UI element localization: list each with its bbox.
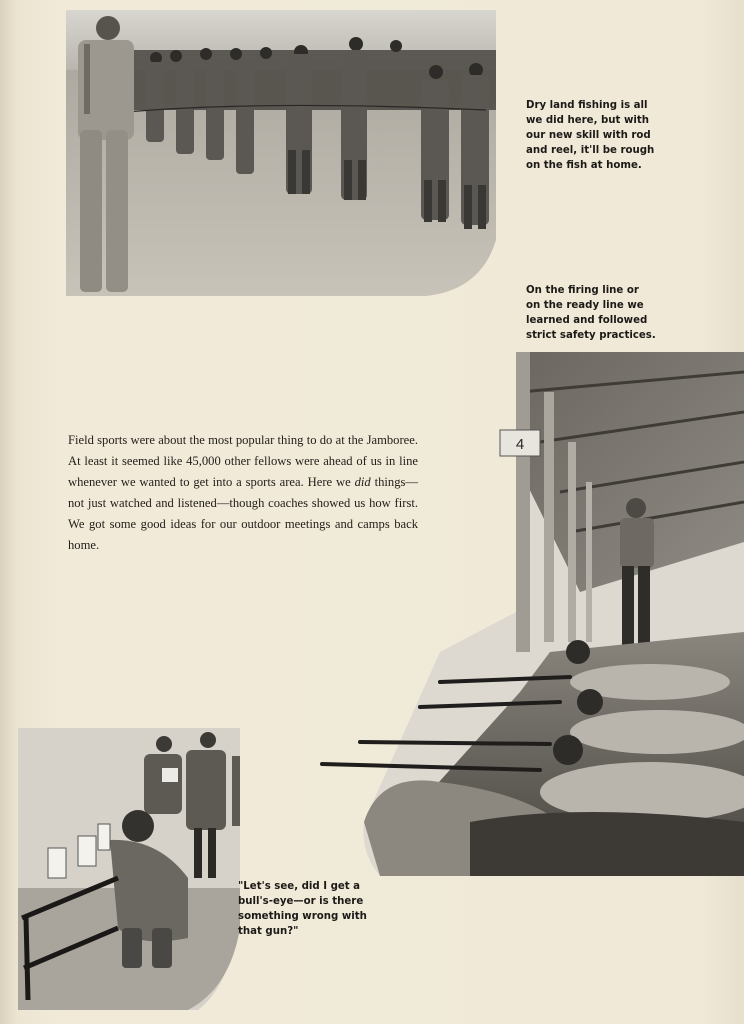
body-text-emphasis: did (354, 475, 371, 489)
body-text-part-1: Field sports were about the most popular thing to do at the Jamboree. At least it seemed like 45,000 other fellows were ahead of us in line whenever we wanted to get into a sports area. Here we (68, 433, 418, 489)
photo-rifle-range (320, 352, 744, 876)
caption-dry-land-fishing: Dry land fishing is all we did here, but with our new skill with rod and reel, it'll be rough on the fish at home. (526, 100, 655, 171)
body-text-part-2: things—not just watched and listened—though coaches showed us how first. We got some good ideas for our outdoor meetings and camps back home. (68, 475, 418, 552)
photo-dry-land-fishing (66, 10, 496, 296)
photo-checking-target (18, 728, 240, 1010)
range-sign-number: 4 (515, 436, 525, 453)
caption-firing-line: On the firing line or on the ready line we learned and followed strict safety practices. (526, 285, 656, 341)
caption-checking-target: "Let's see, did I get a bull's-eye—or is there something wrong with that gun?" (238, 881, 367, 937)
